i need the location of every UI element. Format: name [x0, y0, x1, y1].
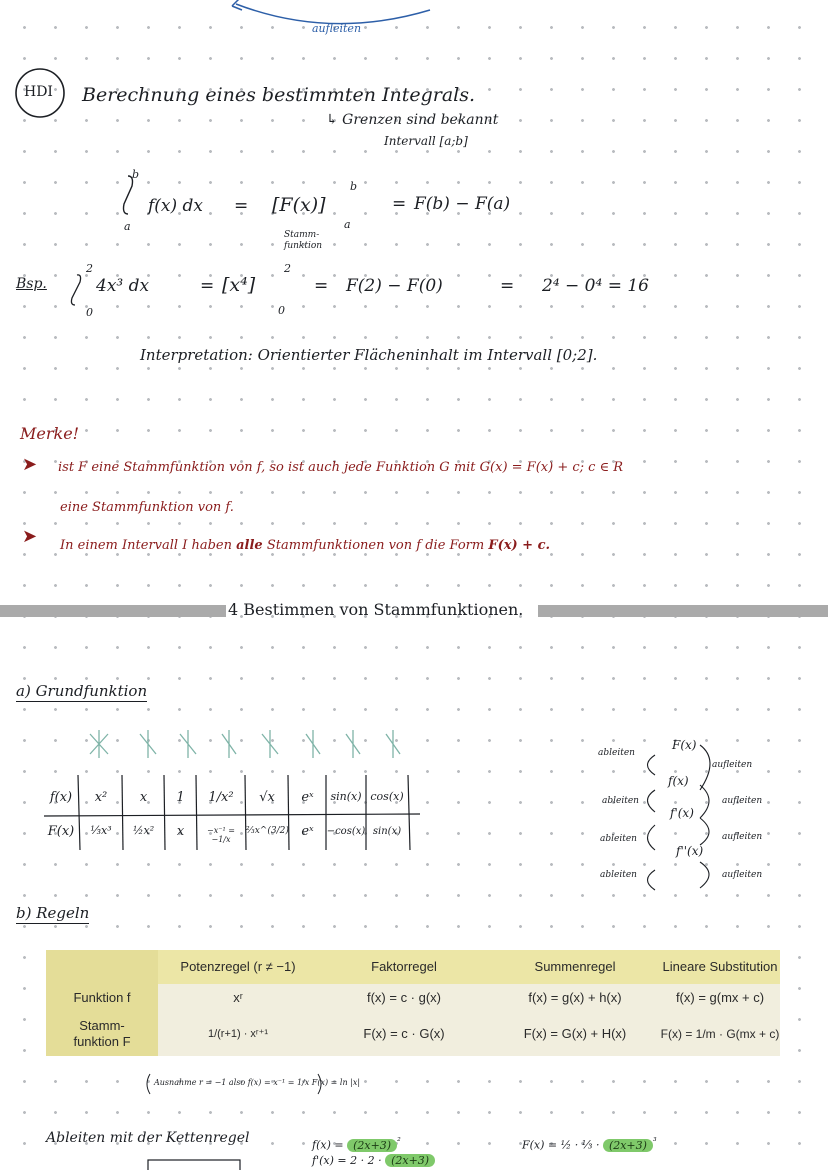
example-antiderivative: [x⁴]	[222, 274, 256, 296]
ketten-F-exponent: ³	[652, 1136, 657, 1147]
ketten-f-line	[312, 1136, 401, 1152]
rules-header-row	[46, 950, 780, 984]
example-integrand: 4x³ dx	[96, 276, 150, 296]
cycle-right-label: aufleiten	[712, 760, 753, 770]
grund-f-cell: cos(x)	[370, 790, 404, 803]
rules-header-cell: Faktorregel	[371, 959, 437, 974]
rules-cell: F(x) = c · G(x)	[363, 1026, 445, 1041]
rules-cell: F(x) = 1/m · G(mx + c)	[660, 1027, 780, 1041]
cycle-left-label: ableiten	[598, 748, 635, 758]
formula-lower-limit: a	[124, 220, 131, 233]
cycle-left-label: ableiten	[600, 834, 637, 844]
formula-stamm-note: Stamm- funktion	[284, 230, 323, 251]
merke-point2-part1: In einem Intervall I haben	[60, 538, 232, 553]
merke-point1-line1: ist F eine Stammfunktion von f, so ist auch jede Funktion G mit G(x) = F(x) + c; c ∈ R	[58, 460, 624, 475]
grund-F-cell: x	[176, 824, 185, 839]
rules-cell: Funktion f	[46, 984, 158, 1012]
example-step1: F(2) − F(0)	[346, 276, 443, 296]
rules-cell: F(x) = G(x) + H(x)	[523, 1026, 627, 1041]
merke-point1-line2: eine Stammfunktion von f.	[60, 500, 234, 515]
formula-integrand: f(x) dx	[148, 196, 204, 216]
example-eq1: =	[200, 276, 215, 296]
ketten-fp-label: f'(x) =	[312, 1154, 347, 1167]
grund-f-cell: √x	[259, 790, 275, 805]
rules-cell: Stamm- funktion F	[46, 1012, 158, 1056]
ketten-F-pill: (2x+3)	[603, 1139, 653, 1152]
formula-eq1: =	[234, 196, 249, 216]
rules-header-cell: Lineare Substitution	[662, 959, 778, 974]
example-lower-limit: 0	[86, 306, 93, 319]
rules-cell: xʳ	[233, 990, 243, 1005]
ketten-heading: Ableiten mit der Kettenregel	[46, 1130, 250, 1146]
grund-f-cell: eˣ	[301, 790, 314, 805]
cycle-center-label: F(x)	[672, 738, 697, 752]
example-bracket-lower: 0	[278, 304, 285, 317]
cycle-left-label: ableiten	[602, 796, 639, 806]
example-step2: 2⁴ − 0⁴ = 16	[542, 276, 649, 296]
rules-table	[46, 950, 780, 1056]
cycle-center-label: f(x)	[668, 774, 689, 788]
regeln-heading: b) Regeln	[16, 904, 90, 922]
grund-F-cell: eˣ	[301, 824, 314, 839]
cycle-center-label: f'(x)	[670, 806, 694, 820]
formula-bracket-lower: a	[344, 218, 351, 231]
rules-cell: f(x) = g(x) + h(x)	[528, 990, 622, 1005]
rules-cell: f(x) = g(mx + c)	[675, 990, 765, 1005]
grund-f-label: f(x)	[49, 790, 73, 805]
formula-eq2: =	[392, 194, 407, 214]
rules-header-cell: Summenregel	[534, 959, 616, 974]
example-label: Bsp.	[16, 276, 47, 292]
cycle-center-label: f''(x)	[676, 844, 704, 858]
section4-title: 4 Bestimmen von Stammfunktionen.	[228, 600, 524, 619]
formula-bracket-upper: b	[350, 180, 358, 193]
example-eq2: =	[314, 276, 329, 296]
example-bracket-upper: 2	[284, 262, 291, 275]
ausnahme-note: Ausnahme r = −1 also f(x) = x⁻¹ = 1/x F(x) = ln |x|	[154, 1078, 361, 1087]
merke-point2-form: F(x) + c.	[488, 538, 551, 553]
hdi-title: Berechnung eines bestimmten Integrals.	[82, 84, 476, 106]
grund-F-cell: ⅔x^(3/2)	[246, 826, 289, 836]
top-aufleiten-label: aufleiten	[312, 22, 362, 35]
cycle-right-label: aufleiten	[722, 796, 763, 806]
merke-heading: Merke!	[20, 424, 80, 443]
rules-cell: f(x) = c · g(x)	[366, 990, 442, 1005]
rules-header-cell	[46, 950, 158, 984]
rules-row-stammfunktion	[46, 1012, 780, 1056]
rules-header-cell: Potenzregel (r ≠ −1)	[180, 959, 296, 974]
grund-f-cell: 1	[176, 790, 185, 805]
grund-F-cell: −x⁻¹ = −1/x	[207, 826, 235, 844]
cycle-left-label: ableiten	[600, 870, 637, 880]
ketten-f-label: f(x) =	[312, 1138, 344, 1152]
hdi-badge: HDI	[24, 84, 53, 100]
grund-f-cell: sin(x)	[330, 790, 362, 803]
rules-cell: 1/(r+1) · xʳ⁺¹	[207, 1028, 269, 1040]
grund-F-cell: ½x²	[132, 824, 155, 837]
cycle-right-label: aufleiten	[722, 870, 763, 880]
grund-f-cell: x²	[94, 790, 108, 805]
ketten-fp-line	[312, 1154, 435, 1167]
ketten-F-label: F(x) = ½ · ⅓ ·	[522, 1138, 600, 1152]
example-upper-limit: 2	[86, 262, 93, 275]
ketten-F-line	[522, 1136, 657, 1152]
example-eq3: =	[500, 276, 515, 296]
hdi-note-grenzen: ↳ Grenzen sind bekannt	[326, 112, 499, 128]
ketten-fp-factor: 2 · 2 ·	[350, 1154, 382, 1167]
hdi-note-intervall: Intervall [a;b]	[384, 134, 468, 148]
merke-point2-alle: alle	[236, 538, 263, 553]
formula-upper-limit: b	[132, 168, 140, 181]
grund-F-cell: ⅓x³	[90, 824, 112, 837]
grund-F-label: F(x)	[47, 824, 75, 839]
formula-antiderivative: [F(x)]	[272, 194, 326, 216]
merke-arrow-icon: ➤	[22, 454, 38, 475]
merke-point2-text	[60, 538, 550, 553]
ketten-f-exponent: ²	[397, 1136, 401, 1147]
interpretation-text: Interpretation: Orientierter Flächeninhalt im Intervall [0;2].	[140, 346, 598, 364]
grund-f-cell: x	[139, 790, 148, 805]
rules-row-funktion	[46, 984, 780, 1012]
cycle-right-label: aufleiten	[722, 832, 763, 842]
merke-arrow-icon-2: ➤	[22, 526, 38, 547]
ketten-f-pill: (2x+3)	[347, 1139, 397, 1152]
grund-heading: a) Grundfunktion	[16, 682, 148, 700]
grund-F-cell: −cos(x)	[326, 826, 366, 837]
formula-result: F(b) − F(a)	[414, 194, 511, 214]
grund-F-cell: sin(x)	[372, 826, 402, 837]
merke-point2-part3: Stammfunktionen von f die Form	[266, 538, 485, 553]
grund-f-cell: 1/x²	[208, 790, 234, 805]
ketten-fp-pill: (2x+3)	[385, 1154, 435, 1167]
